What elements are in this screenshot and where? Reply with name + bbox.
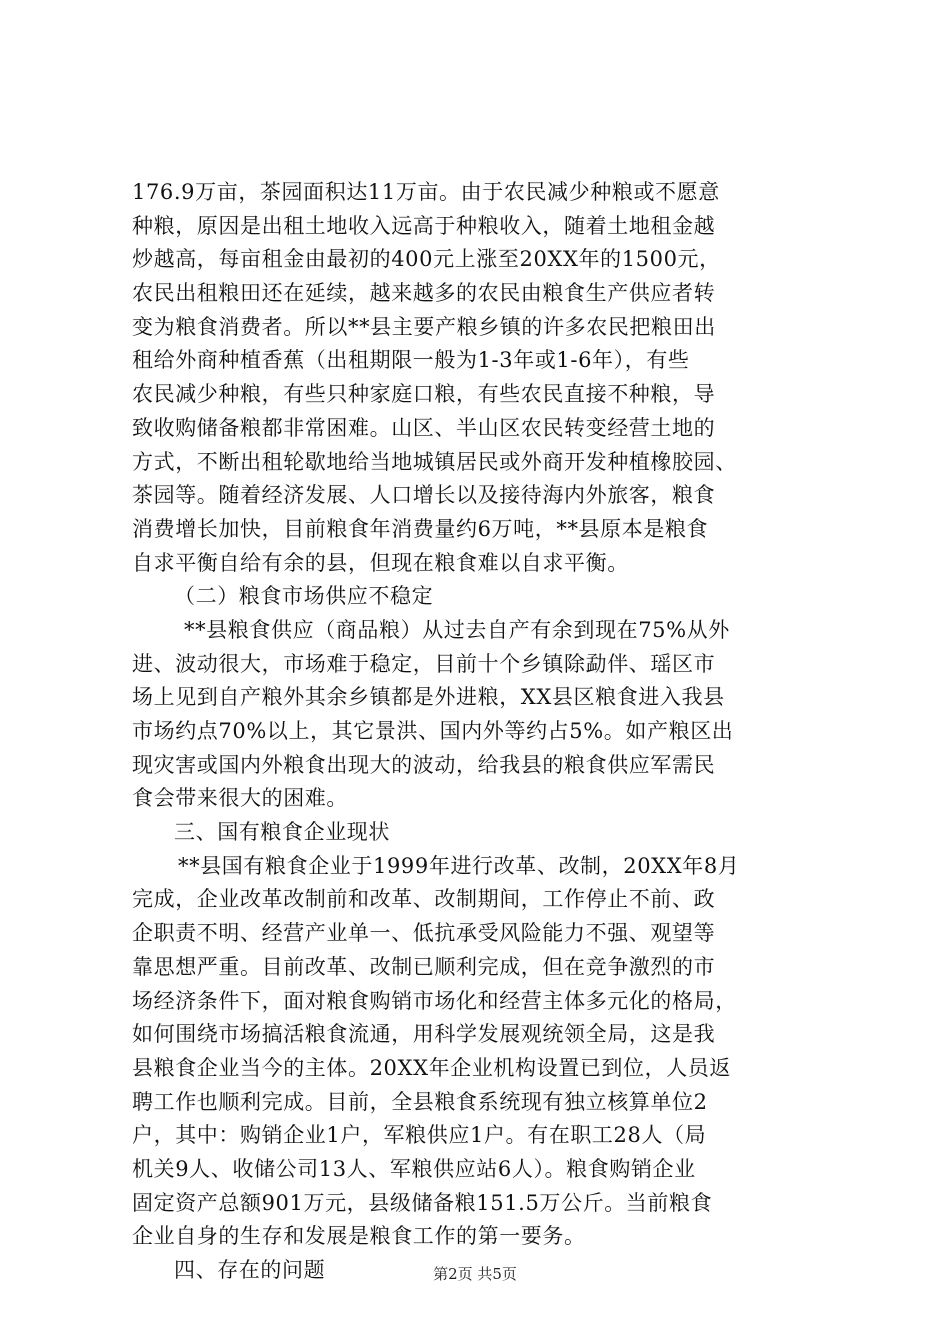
body-line: 进、波动很大，市场难于稳定，目前十个乡镇除勐伴、瑶区市 <box>132 651 716 676</box>
body-line: 机关9人、收储公司13人、军粮供应站6人）。粮食购销企业 <box>132 1156 696 1181</box>
body-line: 企职责不明、经营产业单一、低抗承受风险能力不强、观望等 <box>132 921 716 946</box>
body-line: 现灾害或国内外粮食出现大的波动，给我县的粮食供应军需民 <box>132 752 716 777</box>
body-line: 茶园等。随着经济发展、人口增长以及接待海内外旅客，粮食 <box>132 483 716 508</box>
body-line: 企业自身的生存和发展是粮食工作的第一要务。 <box>132 1224 586 1249</box>
body-line: 如何围绕市场搞活粮食流通，用科学发展观统领全局，这是我 <box>132 1022 716 1047</box>
body-line: 市场约点70%以上，其它景洪、国内外等约占5%。如产粮区出 <box>132 719 734 743</box>
body-line: 靠思想严重。目前改革、改制已顺利完成，但在竞争激烈的市 <box>132 954 716 979</box>
page-footer: 第2页 共5页 <box>433 1265 517 1283</box>
body-line: 致收购储备粮都非常困难。山区、半山区农民转变经营土地的 <box>132 415 716 440</box>
body-line: 176.9万亩，茶园面积达11万亩。由于农民减少种粮或不愿意 <box>132 180 720 204</box>
body-line: 炒越高，每亩租金由最初的400元上涨至20XX年的1500元， <box>132 247 721 272</box>
body-line: 消费增长加快，目前粮食年消费量约6万吨，**县原本是粮食 <box>132 516 709 541</box>
body-line: 方式，不断出租轮歇地给当地城镇居民或外商开发种植橡胶园、 <box>132 449 737 474</box>
body-line: 场上见到自产粮外其余乡镇都是外进粮，XX县区粮食进入我县 <box>132 685 725 710</box>
body-line: 农民减少种粮，有些只种家庭口粮，有些农民直接不种粮，导 <box>132 382 716 407</box>
body-line: 聘工作也顺利完成。目前，全县粮食系统现有独立核算单位2 <box>132 1089 708 1114</box>
body-line: 农民出租粮田还在延续，越来越多的农民由粮食生产供应者转 <box>132 281 716 306</box>
body-line: 场经济条件下，面对粮食购销市场化和经营主体多元化的格局， <box>132 988 737 1013</box>
body-line: 种粮，原因是出租土地收入远高于种粮收入，随着土地租金越 <box>132 213 716 238</box>
body-line: 四、存在的问题 <box>174 1258 326 1282</box>
body-line: 三、国有粮食企业现状 <box>174 820 390 845</box>
body-line: （二）粮食市场供应不稳定 <box>174 584 434 609</box>
document-body <box>132 176 832 1288</box>
body-line: 租给外商种植香蕉（出租期限一般为1-3年或1-6年），有些 <box>132 348 690 373</box>
body-line: 固定资产总额901万元，县级储备粮151.5万公斤。当前粮食 <box>132 1190 713 1215</box>
body-line: 户，其中：购销企业1户，军粮供应1户。有在职工28人（局 <box>132 1123 707 1148</box>
body-line: 变为粮食消费者。所以**县主要产粮乡镇的许多农民把粮田出 <box>132 314 716 339</box>
body-line: 县粮食企业当今的主体。20XX年企业机构设置已到位，人员返 <box>132 1055 732 1080</box>
body-line: 完成，企业改革改制前和改革、改制期间，工作停止不前、政 <box>132 887 716 912</box>
body-line: **县粮食供应（商品粮）从过去自产有余到现在75%从外 <box>184 617 730 642</box>
body-line: **县国有粮食企业于1999年进行改革、改制，20XX年8月 <box>178 853 740 878</box>
body-line: 自求平衡自给有余的县，但现在粮食难以自求平衡。 <box>132 550 629 575</box>
body-line: 食会带来很大的困难。 <box>132 786 348 811</box>
